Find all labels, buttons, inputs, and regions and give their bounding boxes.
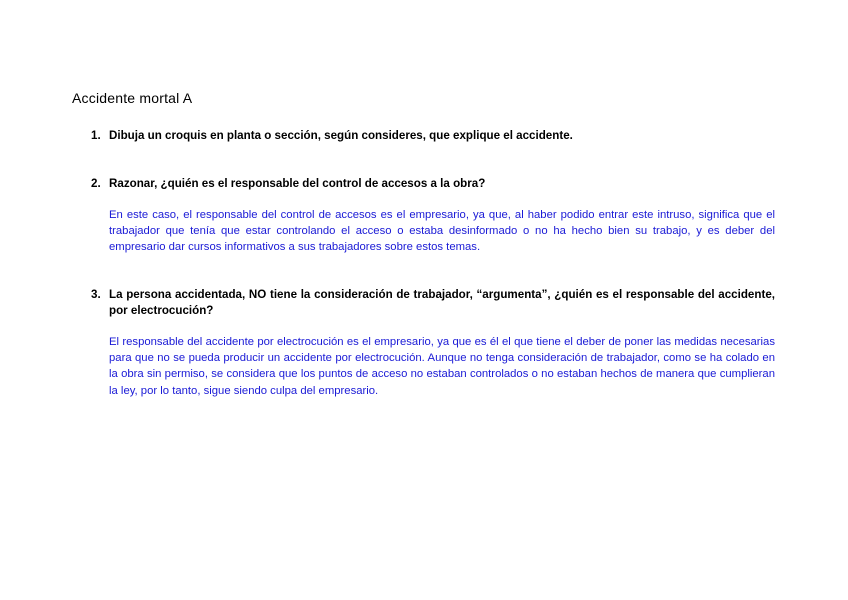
answer-2-text: En este caso, el responsable del control de accesos es el empresario, ya que, al haber podido entrar este intruso, significa que el trabajador que tenía que estar controlando el acceso o estaba desinformado o no ha hecho bien su trabajo, y es deber del empresario dar cursos informativos a sus trabajadores sobre estos temas.	[109, 209, 775, 254]
question-2-text: Razonar, ¿quién es el responsable del control de accesos a la obra?	[109, 177, 486, 190]
question-2-number: 2.	[91, 177, 101, 190]
question-1-number: 1.	[91, 129, 101, 142]
question-2	[91, 176, 775, 192]
question-3-text: La persona accidentada, NO tiene la consideración de trabajador, “argumenta”, ¿quién es el responsable del accidente, por electrocución?	[109, 288, 775, 317]
document-title: Accidente mortal A	[72, 90, 193, 106]
question-1	[91, 128, 775, 144]
question-3	[91, 287, 775, 318]
answer-3-text: El responsable del accidente por electrocución es el empresario, ya que es él el que tiene el deber de poner las medidas necesarias para que no se pueda producir un accidente por electrocución. Aunque no tenga consideración de trabajador, como se ha colado en la obra sin permiso, se considera que los puntos de acceso no estaban controlados o no estaban hechos de manera que cumplieran la ley, por lo tanto, sigue siendo culpa del empresario.	[109, 336, 775, 397]
question-1-text: Dibuja un croquis en planta o sección, según consideres, que explique el accidente.	[109, 129, 573, 142]
question-3-number: 3.	[91, 288, 101, 301]
